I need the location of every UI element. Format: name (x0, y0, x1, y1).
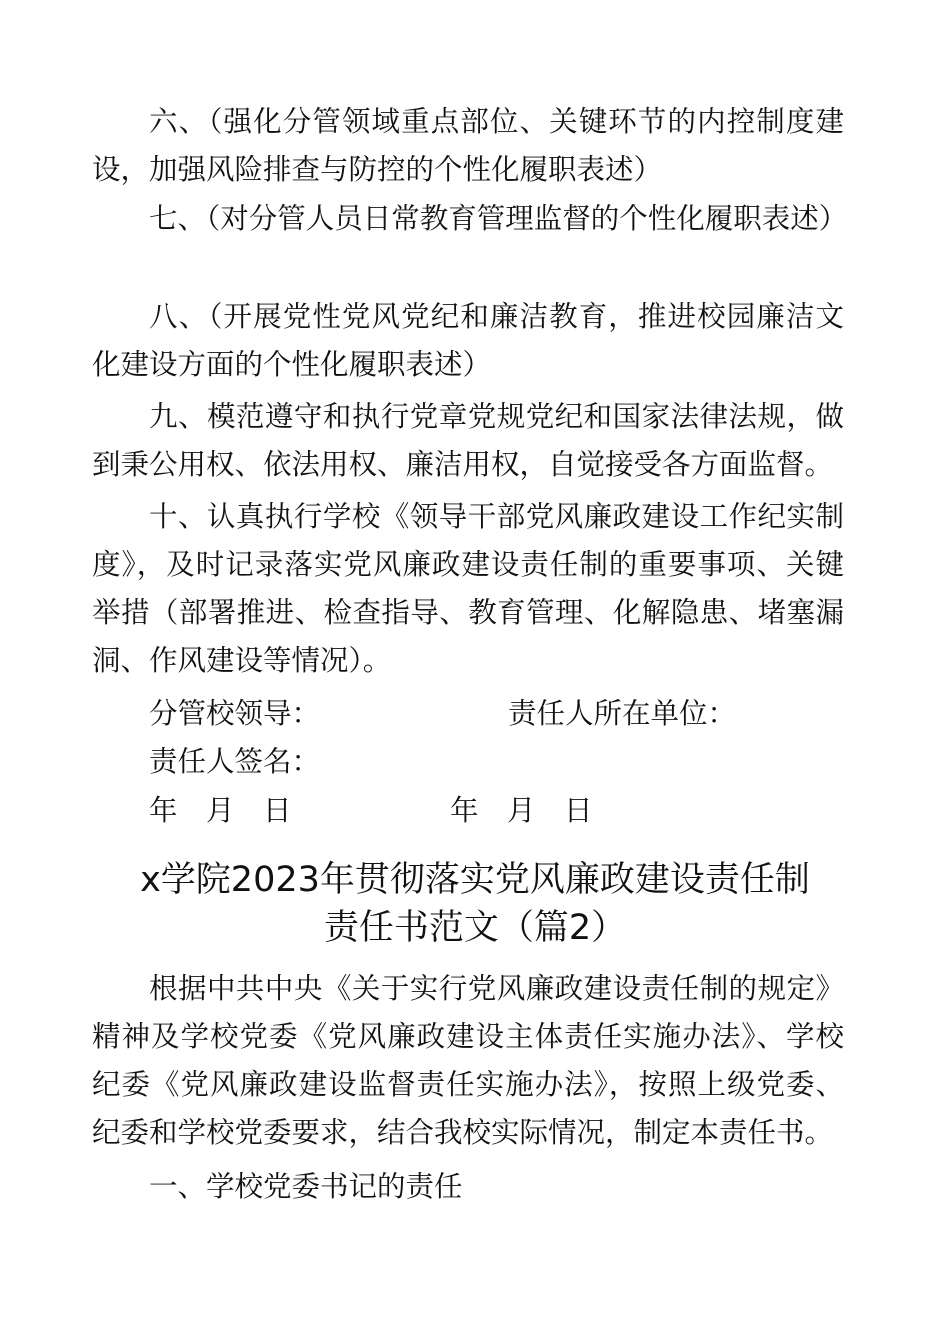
document-title-line2: 责任书范文（篇2） (323, 908, 627, 948)
signer-label: 责任人签名： (149, 745, 321, 778)
date-right: 年 月 日 (450, 794, 593, 827)
date-left: 年 月 日 (149, 794, 292, 827)
item-seven: 七、（对分管人员日常教育管理监督的个性化履职表述） (149, 202, 848, 235)
item-ten: 十、认真执行学校《领导干部党风廉政建设工作纪实制度》，及时记录落实党风廉政建设责任制的重要事项、关键举措（部署推进、检查指导、教育管理、化解隐患、堵塞漏洞、作风建设等情况）。 (92, 500, 844, 677)
item-nine: 九、模范遵守和执行党章党规党纪和国家法律法规，做到秉公用权、依法用权、廉洁用权，自觉接受各方面监督。 (92, 400, 844, 481)
item-eight: 八、（开展党性党风党纪和廉洁教育，推进校园廉洁文化建设方面的个性化履职表述） (92, 300, 844, 381)
document-title-line1: x学院2023年贯彻落实党风廉政建设责任制 (140, 860, 810, 900)
item-six: 六、（强化分管领域重点部位、关键环节的内控制度建设，加强风险排查与防控的个性化履职表述） (92, 105, 844, 186)
school-leader-label: 分管校领导： (149, 697, 321, 730)
responsible-unit-label: 责任人所在单位： (508, 697, 737, 730)
intro-paragraph: 根据中共中央《关于实行党风廉政建设责任制的规定》精神及学校党委《党风廉政建设主体责任实施办法》、学校纪委《党风廉政建设监督责任实施办法》，按照上级党委、纪委和学校党委要求，结合我校实际情况，制定本责任书。 (92, 972, 844, 1149)
section-title: 一、学校党委书记的责任 (149, 1170, 463, 1203)
